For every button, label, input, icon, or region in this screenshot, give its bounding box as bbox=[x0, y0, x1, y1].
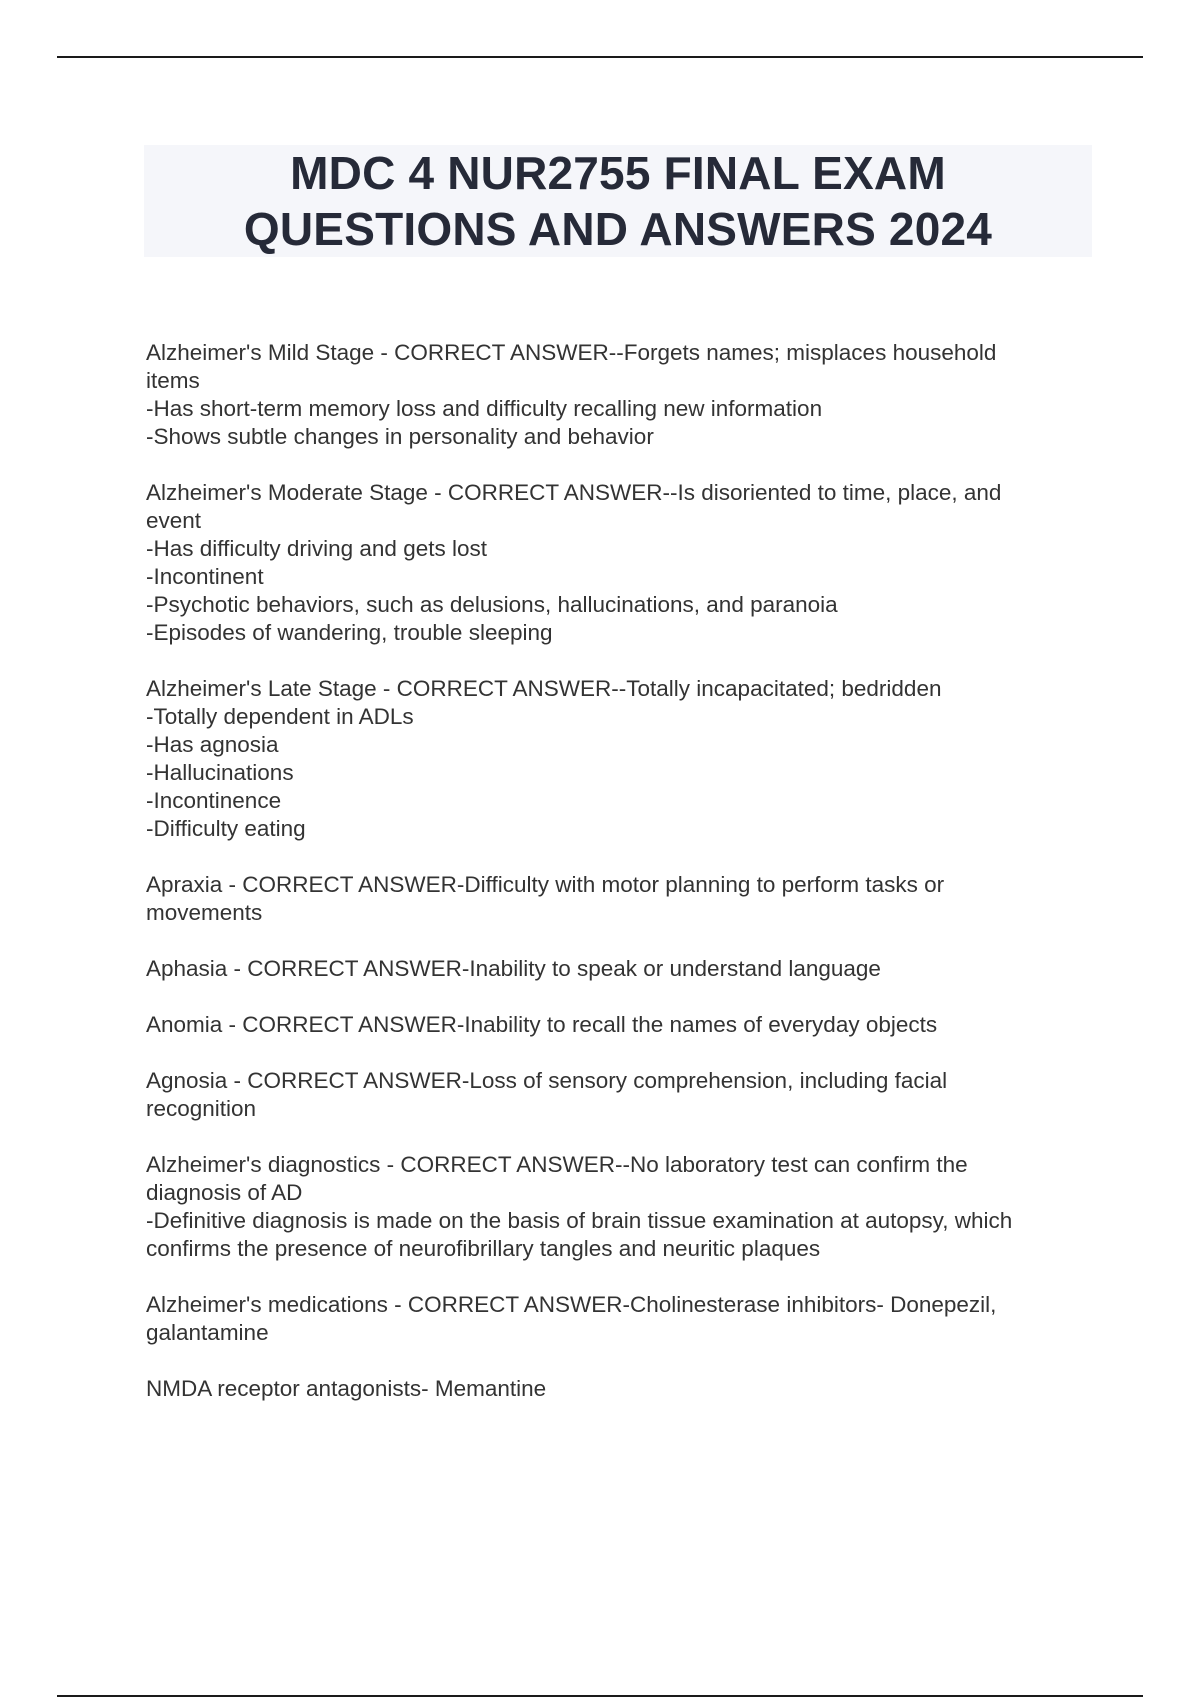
qa-entry-anomia bbox=[146, 1011, 1086, 1039]
entry-line: -Incontinent bbox=[146, 564, 264, 589]
qa-entry-mild-stage bbox=[146, 339, 1086, 451]
title-banner bbox=[144, 145, 1092, 257]
qa-entry-late-stage bbox=[146, 675, 1086, 843]
qa-content bbox=[146, 339, 1086, 1431]
bottom-rule bbox=[57, 1695, 1143, 1697]
qa-entry-agnosia bbox=[146, 1067, 1086, 1123]
document-title-line-1: MDC 4 NUR2755 FINAL EXAM bbox=[290, 147, 946, 199]
entry-line: -Incontinence bbox=[146, 788, 282, 813]
entry-line: -Shows subtle changes in personality and behavior bbox=[146, 424, 654, 449]
qa-entry-nmda bbox=[146, 1375, 1086, 1403]
entry-line: Anomia - CORRECT ANSWER-Inability to recall the names of everyday objects bbox=[146, 1012, 938, 1037]
entry-line: event bbox=[146, 508, 202, 533]
entry-line: -Has short-term memory loss and difficulty recalling new information bbox=[146, 396, 823, 421]
entry-line: movements bbox=[146, 900, 263, 925]
entry-line: -Psychotic behaviors, such as delusions, hallucinations, and paranoia bbox=[146, 592, 838, 617]
entry-line: confirms the presence of neurofibrillary tangles and neuritic plaques bbox=[146, 1236, 821, 1261]
entry-line: items bbox=[146, 368, 200, 393]
document-title-line-2: QUESTIONS AND ANSWERS 2024 bbox=[243, 203, 993, 255]
qa-entry-diagnostics bbox=[146, 1151, 1086, 1263]
entry-line: Alzheimer's Late Stage - CORRECT ANSWER--Totally incapacitated; bedridden bbox=[146, 676, 942, 701]
entry-line: Alzheimer's Moderate Stage - CORRECT ANSWER--Is disoriented to time, place, and bbox=[146, 480, 1002, 505]
entry-line: diagnosis of AD bbox=[146, 1180, 303, 1205]
entry-line: galantamine bbox=[146, 1320, 269, 1345]
entry-line: -Episodes of wandering, trouble sleeping bbox=[146, 620, 553, 645]
qa-entry-medications bbox=[146, 1291, 1086, 1347]
entry-line: Alzheimer's diagnostics - CORRECT ANSWER--No laboratory test can confirm the bbox=[146, 1152, 968, 1177]
entry-line: -Difficulty eating bbox=[146, 816, 306, 841]
entry-line: -Definitive diagnosis is made on the basis of brain tissue examination at autopsy, which bbox=[146, 1208, 1013, 1233]
entry-line: -Has agnosia bbox=[146, 732, 279, 757]
entry-line: Aphasia - CORRECT ANSWER-Inability to speak or understand language bbox=[146, 956, 881, 981]
entry-line: -Totally dependent in ADLs bbox=[146, 704, 414, 729]
entry-line: recognition bbox=[146, 1096, 257, 1121]
qa-entry-apraxia bbox=[146, 871, 1086, 927]
entry-line: NMDA receptor antagonists- Memantine bbox=[146, 1376, 547, 1401]
entry-line: Alzheimer's medications - CORRECT ANSWER-Cholinesterase inhibitors- Donepezil, bbox=[146, 1292, 997, 1317]
entry-line: -Has difficulty driving and gets lost bbox=[146, 536, 487, 561]
entry-line: Alzheimer's Mild Stage - CORRECT ANSWER--Forgets names; misplaces household bbox=[146, 340, 997, 365]
entry-line: Agnosia - CORRECT ANSWER-Loss of sensory comprehension, including facial bbox=[146, 1068, 948, 1093]
entry-line: -Hallucinations bbox=[146, 760, 294, 785]
qa-entry-moderate-stage bbox=[146, 479, 1086, 647]
qa-entry-aphasia bbox=[146, 955, 1086, 983]
top-rule bbox=[57, 56, 1143, 58]
entry-line: Apraxia - CORRECT ANSWER-Difficulty with motor planning to perform tasks or bbox=[146, 872, 945, 897]
